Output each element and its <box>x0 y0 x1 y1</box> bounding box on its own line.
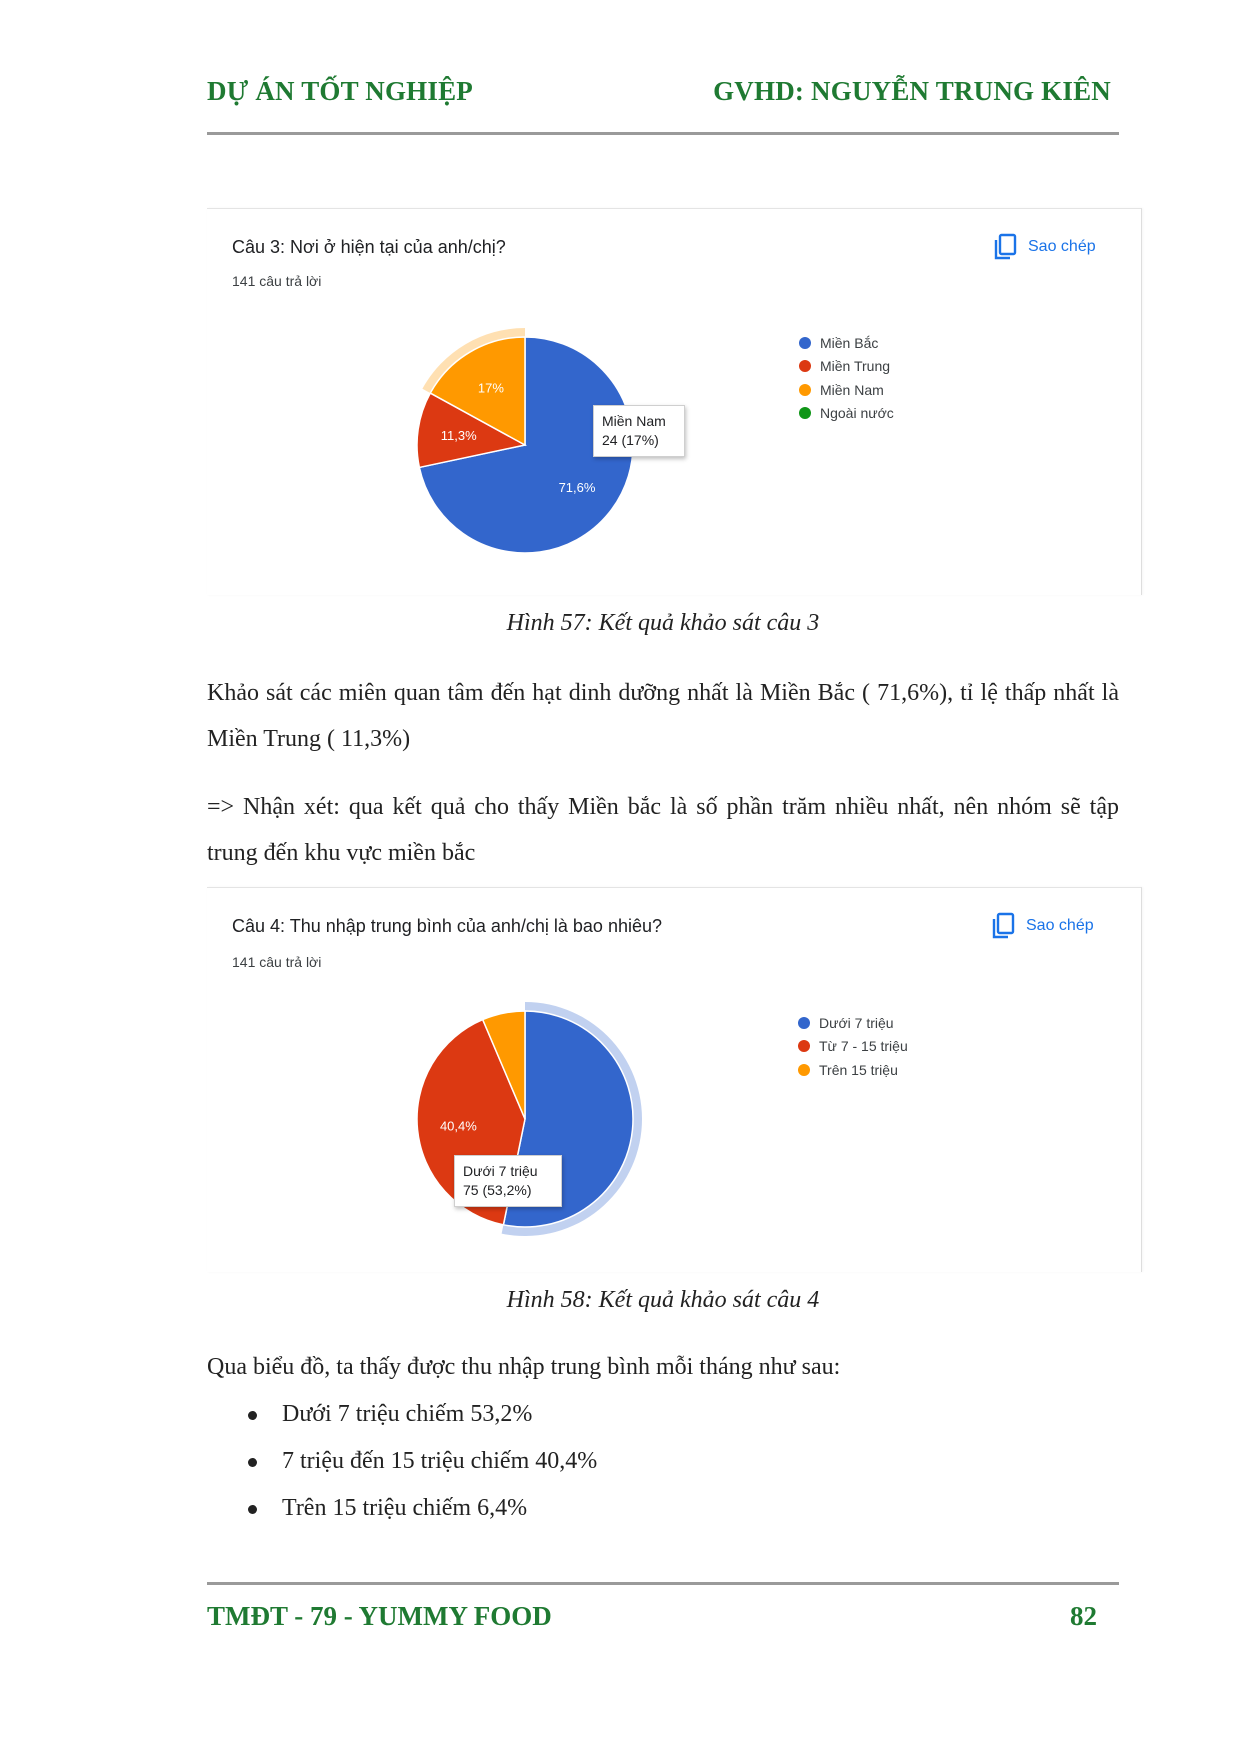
pie-chart-q3 <box>207 209 1141 595</box>
list-item <box>207 1391 1119 1438</box>
legend-label: Từ 7 - 15 triệu <box>819 1038 908 1055</box>
page-header <box>207 70 1119 135</box>
question-title: Câu 3: Nơi ở hiện tại của anh/chị? <box>232 237 506 257</box>
legend-swatch <box>799 337 811 349</box>
tooltip-label: Dưới 7 triệu <box>463 1163 538 1179</box>
legend-swatch <box>798 1017 810 1029</box>
list-item-text: 7 triệu đến 15 triệu chiếm 40,4% <box>282 1448 598 1474</box>
legend-item[interactable] <box>798 1035 908 1059</box>
header-title: DỰ ÁN TỐT NGHIỆP <box>207 76 473 106</box>
tooltip-value: 75 (53,2%) <box>463 1182 532 1198</box>
legend-item[interactable] <box>799 355 894 379</box>
response-count: 141 câu trả lời <box>232 273 322 289</box>
bullet-icon <box>248 1458 257 1467</box>
body-paragraph: Khảo sát các miên quan tâm đến hạt dinh dưỡng nhất là Miền Bắc ( 71,6%), tỉ lệ thấp nhất là Miền Trung ( 11,3%) <box>207 680 1119 752</box>
survey-chart-card-q3 <box>207 208 1142 595</box>
legend-label: Ngoài nước <box>820 405 894 422</box>
header-advisor: GVHD: NGUYỄN TRUNG KIÊN <box>713 76 1111 106</box>
figure-caption: Hình 57: Kết quả khảo sát câu 3 <box>506 610 820 636</box>
legend-label: Miền Bắc <box>820 334 879 351</box>
legend-label: Trên 15 triệu <box>819 1061 898 1078</box>
list-item <box>207 1438 1119 1485</box>
legend-swatch <box>799 360 811 372</box>
chart-tooltip <box>593 405 685 457</box>
slice-label: 11,3% <box>440 428 477 444</box>
legend-label: Miền Trung <box>820 358 891 375</box>
legend-item[interactable] <box>799 378 894 402</box>
chart-legend <box>798 1011 908 1082</box>
list-item-text: Trên 15 triệu chiếm 6,4% <box>282 1495 528 1521</box>
list-item-text: Dưới 7 triệu chiếm 53,2% <box>282 1401 533 1427</box>
legend-item[interactable] <box>799 402 894 426</box>
income-bullet-list <box>207 1391 1119 1532</box>
footer-project-name: TMĐT - 79 - YUMMY FOOD <box>207 1601 552 1631</box>
question-title: Câu 4: Thu nhập trung bình của anh/chị là bao nhiêu? <box>232 916 662 936</box>
legend-item[interactable] <box>798 1011 908 1035</box>
figure-caption: Hình 58: Kết quả khảo sát câu 4 <box>506 1287 820 1313</box>
legend-label: Dưới 7 triệu <box>819 1014 894 1031</box>
bullet-icon <box>248 1411 257 1420</box>
legend-swatch <box>799 407 811 419</box>
legend-item[interactable] <box>798 1058 908 1082</box>
bullet-icon <box>248 1505 257 1514</box>
chart-tooltip <box>454 1155 562 1207</box>
tooltip-value: 24 (17%) <box>602 432 659 448</box>
copy-button-label: Sao chép <box>1028 238 1096 255</box>
legend-swatch <box>799 384 811 396</box>
body-paragraph: Qua biểu đồ, ta thấy được thu nhập trung bình mỗi tháng như sau: <box>207 1354 841 1380</box>
remark-paragraph: => Nhận xét: qua kết quả cho thấy Miền bắc là số phần trăm nhiều nhất, nên nhóm sẽ tập trung đến khu vực miền bắc <box>207 794 1119 866</box>
response-count: 141 câu trả lời <box>232 954 322 970</box>
list-item <box>207 1485 1119 1532</box>
copy-button-label: Sao chép <box>1026 917 1094 934</box>
pie-chart-q4 <box>207 888 1141 1272</box>
legend-item[interactable] <box>799 331 894 355</box>
slice-label: 17% <box>477 380 504 396</box>
legend-label: Miền Nam <box>820 381 884 398</box>
legend-swatch <box>798 1064 810 1076</box>
page-number: 82 <box>1070 1601 1097 1631</box>
tooltip-label: Miền Nam <box>602 413 666 429</box>
page-footer <box>207 1582 1119 1645</box>
slice-label: 40,4% <box>439 1118 477 1134</box>
survey-chart-card-q4 <box>207 887 1142 1272</box>
legend-swatch <box>798 1040 810 1052</box>
slice-label: 71,6% <box>558 480 596 496</box>
chart-legend <box>799 331 894 425</box>
